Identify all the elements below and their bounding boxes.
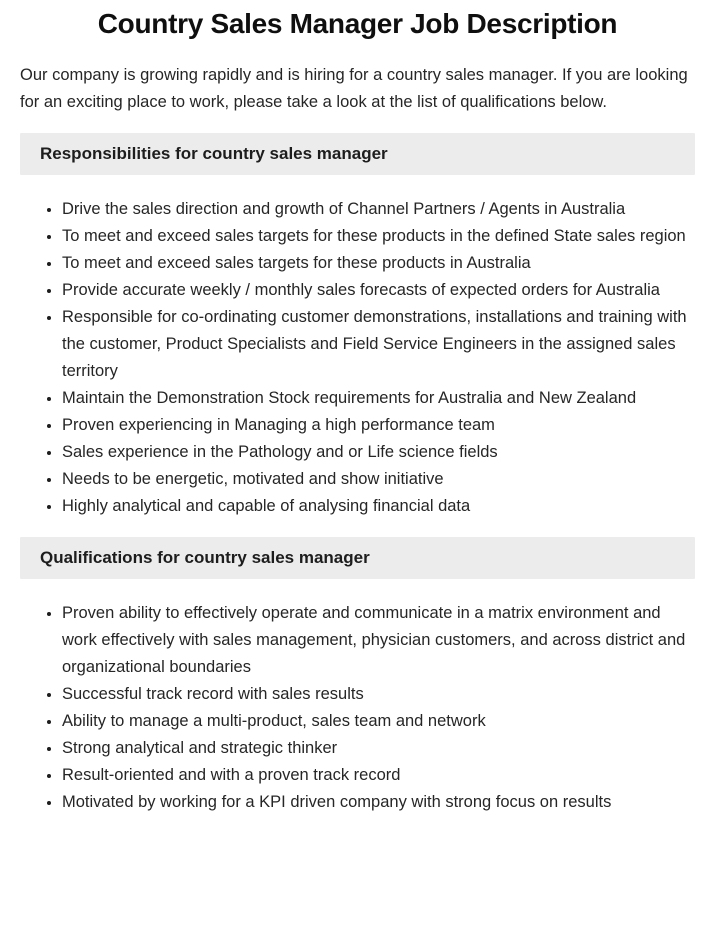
list-item: • Highly analytical and capable of analysing financial data	[62, 493, 695, 520]
list-item: • Ability to manage a multi-product, sales team and network	[62, 708, 695, 735]
list-item: • Proven ability to effectively operate and communicate in a matrix environment and work effectively with sales management, physician customers, and across district and organizational boundaries	[62, 600, 695, 681]
section-heading: Responsibilities for country sales manager	[20, 133, 695, 175]
list-item: • Needs to be energetic, motivated and show initiative	[62, 466, 695, 493]
list-item: • Provide accurate weekly / monthly sales forecasts of expected orders for Australia	[62, 277, 695, 304]
job-section	[20, 133, 695, 520]
list-item: • To meet and exceed sales targets for these products in Australia	[62, 250, 695, 277]
section-heading: Qualifications for country sales manager	[20, 537, 695, 579]
job-section	[20, 537, 695, 816]
list-item: • Proven experiencing in Managing a high performance team	[62, 412, 695, 439]
list-item: • Motivated by working for a KPI driven company with strong focus on results	[62, 789, 695, 816]
bullet-list	[20, 600, 695, 816]
list-item: • Result-oriented and with a proven track record	[62, 762, 695, 789]
list-item: • Maintain the Demonstration Stock requirements for Australia and New Zealand	[62, 385, 695, 412]
list-item: • To meet and exceed sales targets for these products in the defined State sales region	[62, 223, 695, 250]
list-item: • Drive the sales direction and growth of Channel Partners / Agents in Australia	[62, 196, 695, 223]
bullet-list	[20, 196, 695, 520]
list-item: • Sales experience in the Pathology and or Life science fields	[62, 439, 695, 466]
list-item: • Successful track record with sales results	[62, 681, 695, 708]
sections-container	[20, 133, 695, 816]
list-item: • Responsible for co-ordinating customer demonstrations, installations and training with the customer, Product Specialists and Field Service Engineers in the assigned sales territory	[62, 304, 695, 385]
page-title: Country Sales Manager Job Description	[97, 8, 618, 39]
intro-paragraph: Our company is growing rapidly and is hiring for a country sales manager. If you are looking for an exciting place to work, please take a look at the list of qualifications below.	[20, 66, 688, 111]
list-item: • Strong analytical and strategic thinker	[62, 735, 695, 762]
